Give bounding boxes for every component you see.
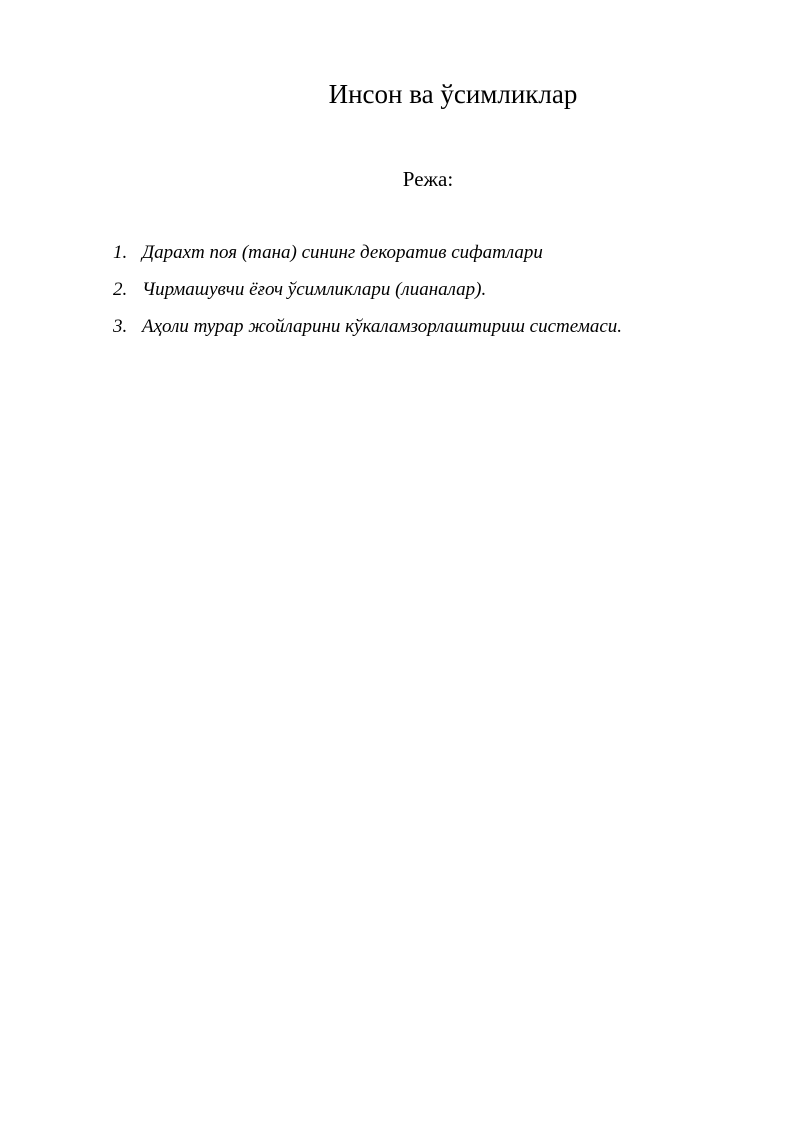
list-item (113, 277, 622, 314)
list-item-number: 1. (113, 242, 128, 263)
plan-heading: Режа: (402, 167, 454, 191)
page-title: Инсон ва ўсимликлар (328, 79, 578, 109)
list-item (113, 240, 622, 277)
list-item-number: 3. (113, 316, 128, 337)
list-item-number: 2. (113, 279, 128, 300)
plan-list (113, 240, 622, 351)
list-item (113, 314, 622, 351)
list-item-text: Дарахт поя (тана) сининг декоратив сифатлари (142, 242, 543, 263)
list-item-text: Аҳоли турар жойларини кўкаламзорлаштириш системаси. (142, 316, 623, 337)
list-item-text: Чирмашувчи ёғоч ўсимликлари (лианалар). (142, 279, 487, 300)
